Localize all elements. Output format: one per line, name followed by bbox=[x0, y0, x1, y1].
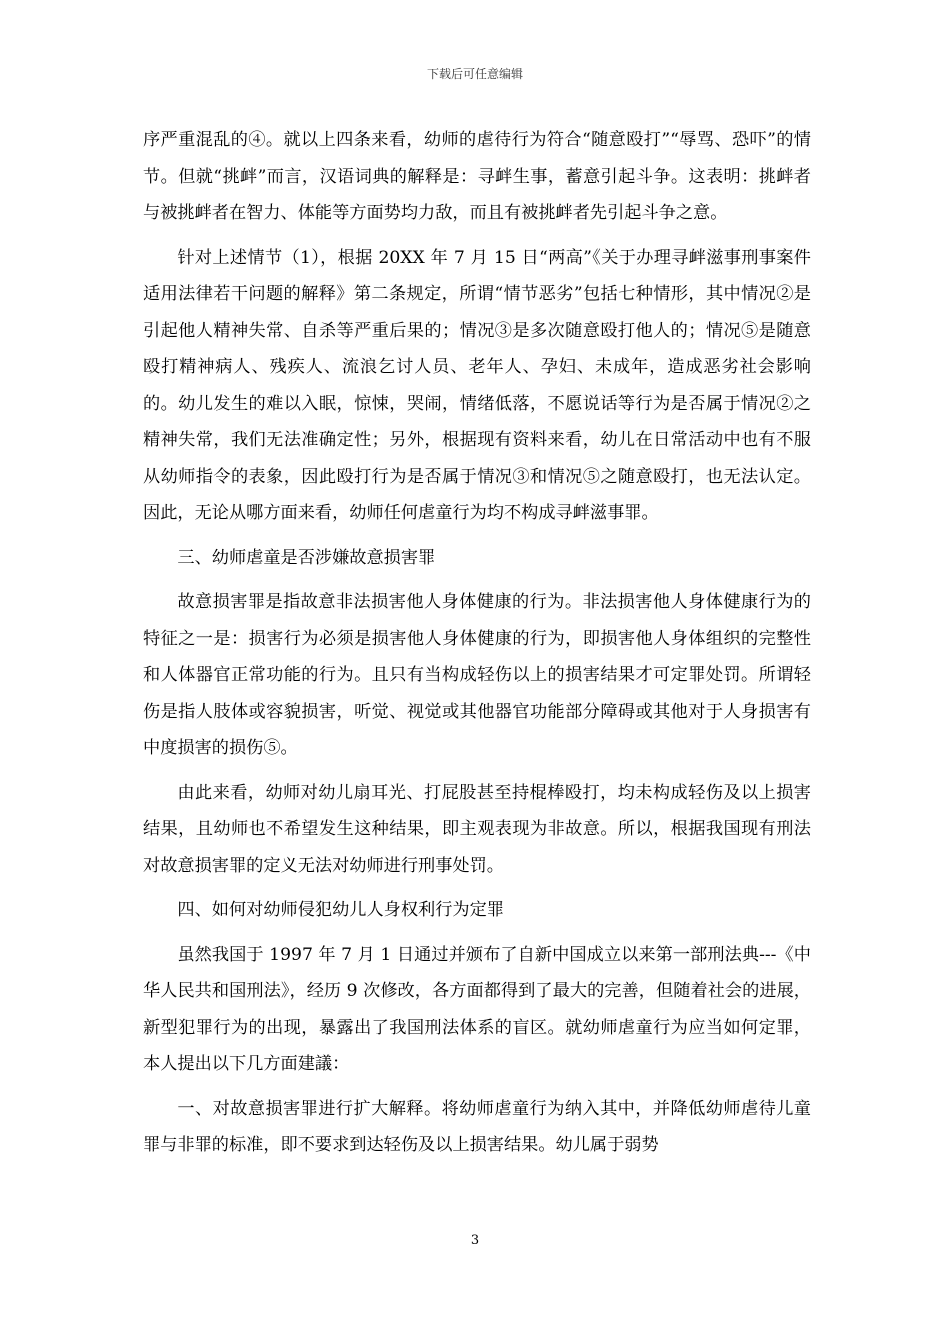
page-number: 3 bbox=[470, 1233, 480, 1248]
section-heading-4: 四、如何对幼师侵犯幼儿人身权利行为定罪 bbox=[177, 900, 504, 920]
paragraph: 故意损害罪是指故意非法损害他人身体健康的行为。非法损害他人身体健康行为的特征之一是：损害行为必须是损害他人身体健康的行为，即损害他人身体组织的完整性和人体器官正常功能的行为。且只有当构成轻伤以上的损害结果才可定罪处罚。所谓轻伤是指人肢体或容貌损害，听觉、视觉或其他器官功能部分障碍或其他对于人身损害有中度损害的损伤⑤。 bbox=[143, 592, 811, 758]
document-body bbox=[143, 122, 811, 1172]
paragraph: 针对上述情节（1），根据 20XX 年 7 月 15 日“两高”《关于办理寻衅滋事刑事案件适用法律若干问题的解释》第二条规定，所谓“情节恶劣”包括七种情形，其中情况②是引起他人精神失常、自杀等严重后果的；情况③是多次随意殴打他人的；情况⑤是随意殴打精神病人、残疾人、流浪乞讨人员、老年人、孕妇、未成年，造成恶劣社会影响的。幼儿发生的难以入眠，惊悚，哭闹，情绪低落，不愿说话等行为是否属于情况②之精神失常，我们无法准确定性；另外，根据现有资料来看，幼儿在日常活动中也有不服从幼师指令的表象，因此殴打行为是否属于情况③和情况⑤之随意殴打，也无法认定。因此，无论从哪方面来看，幼师任何虐童行为均不构成寻衅滋事罪。 bbox=[143, 247, 811, 523]
paragraph: 由此来看，幼师对幼儿扇耳光、打屁股甚至持棍棒殴打，均未构成轻伤及以上损害结果，且幼师也不希望发生这种结果，即主观表现为非故意。所以，根据我国现有刑法对故意损害罪的定义无法对幼师进行刑事处罚。 bbox=[143, 782, 811, 876]
paragraph: 一、对故意损害罪进行扩大解释。将幼师虐童行为纳入其中，并降低幼师虐待儿童罪与非罪的标准，即不要求到达轻伤及以上损害结果。幼儿属于弱势 bbox=[143, 1098, 811, 1155]
paragraph-continued: 序严重混乱的④。就以上四条来看，幼师的虐待行为符合“随意殴打”“辱骂、恐吓”的情节。但就“挑衅”而言，汉语词典的解释是：寻衅生事，蓄意引起斗争。这表明：挑衅者与被挑衅者在智力、体能等方面势均力敌，而且有被挑衅者先引起斗争之意。 bbox=[143, 130, 811, 223]
section-heading-3: 三、幼师虐童是否涉嫌故意损害罪 bbox=[177, 547, 436, 568]
paragraph: 虽然我国于 1997 年 7 月 1 日通过并颁布了自新中国成立以来第一部刑法典---《中华人民共和国刑法》，经历 9 次修改，各方面都得到了最大的完善，但随着社会的进展，新型犯罪行为的出现，暴露出了我国刑法体系的盲区。就幼师虐童行为应当如何定罪，本人提出以下几方面建議： bbox=[143, 944, 811, 1074]
page-header: 下载后可任意编辑 bbox=[426, 67, 523, 81]
